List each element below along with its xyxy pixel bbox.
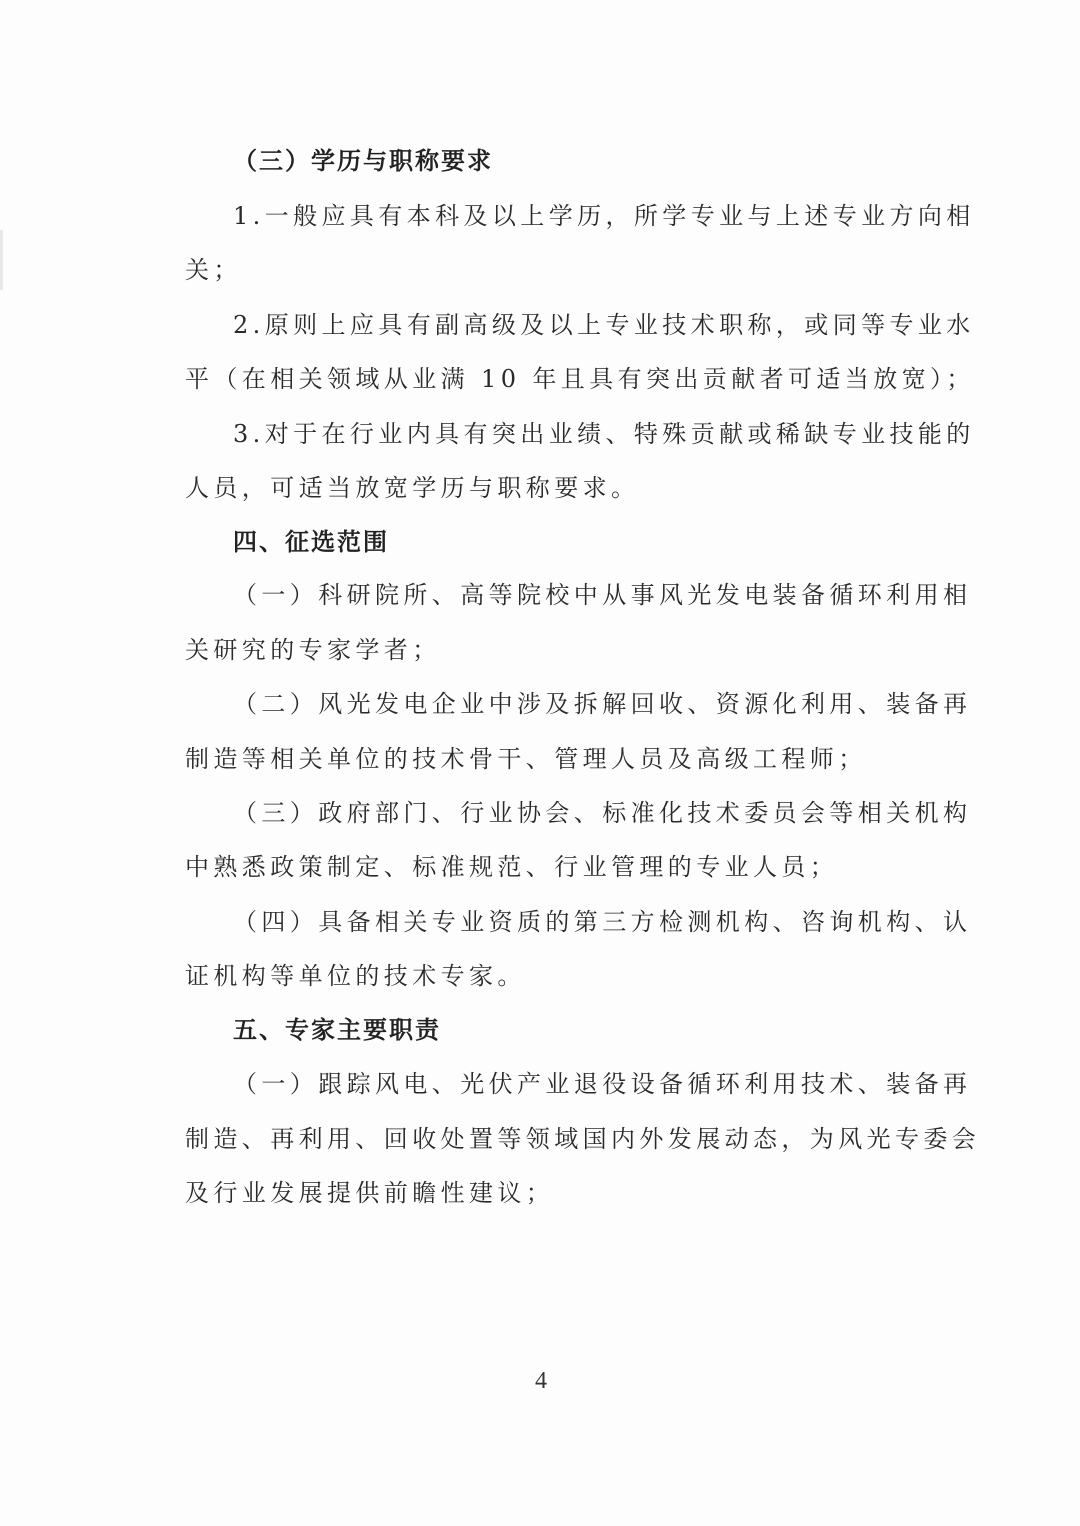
paragraph-line: 1.一般应具有本科及以上学历，所学专业与上述专业方向相 xyxy=(233,202,975,230)
paragraph-line: 3.对于在行业内具有突出业绩、特殊贡献或稀缺专业技能的 xyxy=(233,420,975,448)
paragraph-line: （四）具备相关专业资质的第三方检测机构、咨询机构、认 xyxy=(233,908,972,936)
paragraph-line: 关研究的专家学者； xyxy=(185,636,441,664)
paragraph-line: 平（在相关领域从业满 10 年且具有突出贡献者可适当放宽）； xyxy=(185,365,975,393)
paragraph-line: 2.原则上应具有副高级及以上专业技术职称，或同等专业水 xyxy=(233,311,975,339)
paragraph-line: 制造等相关单位的技术骨干、管理人员及高级工程师； xyxy=(185,745,867,773)
section-heading-education: （三）学历与职称要求 xyxy=(233,147,493,175)
paragraph-line: （一）跟踪风电、光伏产业退役设备循环利用技术、装备再 xyxy=(233,1070,972,1098)
paragraph-line: （一）科研院所、高等院校中从事风光发电装备循环利用相 xyxy=(233,581,972,609)
page-number: 4 xyxy=(535,1368,547,1394)
paragraph-line: 证机构等单位的技术专家。 xyxy=(185,962,526,990)
paragraph-line: 关； xyxy=(185,256,242,284)
paragraph-line: （三）政府部门、行业协会、标准化技术委员会等相关机构 xyxy=(233,799,972,827)
section-heading-scope: 四、征选范围 xyxy=(233,528,389,556)
paragraph-line: 及行业发展提供前瞻性建议； xyxy=(185,1179,555,1207)
paragraph-line: 制造、再利用、回收处置等领域国内外发展动态，为风光专委会 xyxy=(185,1125,981,1153)
paragraph-line: 中熟悉政策制定、标准规范、行业管理的专业人员； xyxy=(185,853,839,881)
paragraph-line: 人员，可适当放宽学历与职称要求。 xyxy=(185,474,640,502)
scan-edge-mark xyxy=(0,230,3,290)
section-heading-duties: 五、专家主要职责 xyxy=(233,1016,441,1044)
paragraph-line: （二）风光发电企业中涉及拆解回收、资源化利用、装备再 xyxy=(233,690,972,718)
